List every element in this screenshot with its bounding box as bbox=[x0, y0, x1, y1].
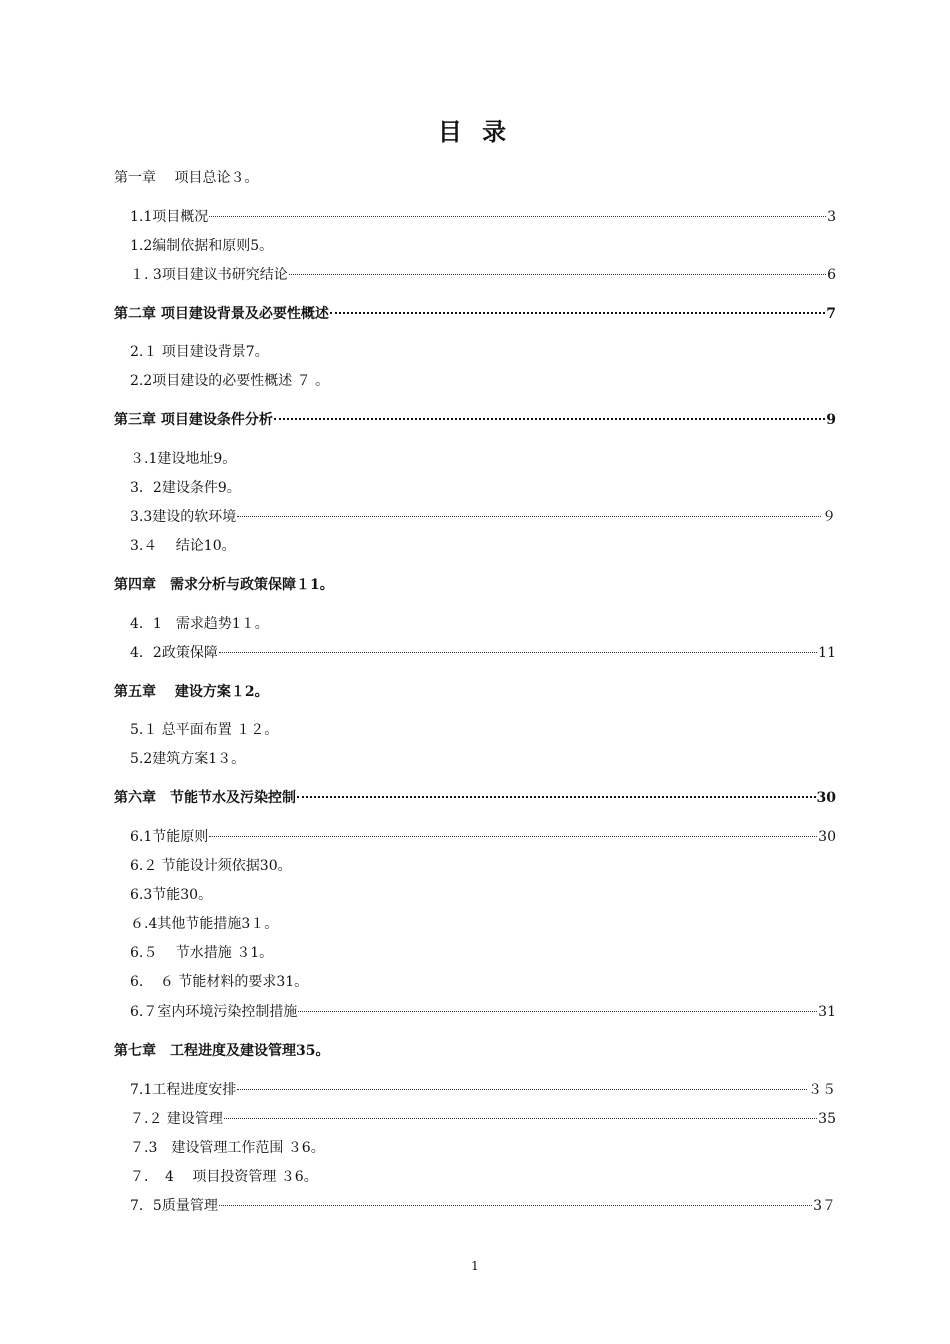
toc-entry-title: 3.3建设的软环境 bbox=[130, 509, 237, 525]
toc-entry-title: 第四章 需求分析与政策保障１1｡ bbox=[114, 577, 327, 593]
toc-entry-title: ７.２ 建设管理 bbox=[130, 1111, 223, 1127]
toc-section-entry[interactable] bbox=[130, 507, 836, 527]
toc-entry-title: ７． 4 项目投资管理 ３6｡ bbox=[130, 1169, 311, 1185]
toc-entry-title: 6.1节能原则 bbox=[130, 829, 209, 845]
toc-dot-leader bbox=[330, 312, 825, 314]
toc-section-entry[interactable] bbox=[130, 1167, 836, 1187]
toc-entry-page: 30 bbox=[816, 790, 836, 806]
toc-entry-title: 6.3节能30｡ bbox=[130, 887, 206, 903]
toc-section-entry[interactable] bbox=[130, 236, 836, 256]
toc-entry-title: 7．5质量管理 bbox=[130, 1198, 218, 1214]
toc-entry-page: 9 bbox=[826, 412, 836, 428]
toc-chapter-entry[interactable] bbox=[114, 1041, 836, 1061]
toc-entry-title: 第一章 项目总论３｡ bbox=[114, 170, 252, 186]
toc-section-entry[interactable] bbox=[130, 478, 836, 498]
toc-entry-title: 6.７室内环境污染控制措施 bbox=[130, 1004, 298, 1020]
toc-dot-leader bbox=[237, 516, 821, 517]
toc-entry-title: 5.１ 总平面布置 １２｡ bbox=[130, 722, 272, 738]
toc-dot-leader bbox=[209, 836, 817, 837]
toc-entry-page: ９ bbox=[822, 509, 836, 525]
toc-entry-title: 第五章 建设方案１2｡ bbox=[114, 684, 262, 700]
toc-section-entry[interactable] bbox=[130, 943, 836, 963]
toc-entry-title: 6． ６ 节能材料的要求31｡ bbox=[130, 974, 302, 990]
toc-chapter-entry[interactable] bbox=[114, 682, 836, 702]
toc-dot-leader bbox=[289, 274, 826, 275]
toc-section-entry[interactable] bbox=[130, 720, 836, 740]
toc-section-entry[interactable] bbox=[130, 342, 836, 362]
toc-entry-title: 6.５ 节水措施 ３1｡ bbox=[130, 945, 267, 961]
toc-entry-title: 1.2编制依据和原则5｡ bbox=[130, 238, 267, 254]
toc-entry-title: 5.2建筑方案1３｡ bbox=[130, 751, 239, 767]
toc-section-entry[interactable] bbox=[130, 207, 836, 227]
toc-section-entry[interactable] bbox=[130, 449, 836, 469]
toc-entry-page: ３５ bbox=[808, 1082, 836, 1098]
toc-section-entry[interactable] bbox=[130, 1196, 836, 1216]
toc-chapter-entry[interactable] bbox=[114, 410, 836, 430]
toc-entry-title: 1.1项目概况 bbox=[130, 209, 209, 225]
toc-entry-page: 3 bbox=[827, 209, 836, 225]
toc-dot-leader bbox=[219, 652, 817, 653]
toc-dot-leader bbox=[274, 418, 825, 420]
toc-section-entry[interactable] bbox=[130, 536, 836, 556]
page-title: 目 录 bbox=[437, 117, 513, 146]
toc-entry-title: 4．1 需求趋势1１｡ bbox=[130, 616, 262, 632]
toc-entry-title: 2.2项目建设的必要性概述 ７ ｡ bbox=[130, 373, 323, 389]
toc-entry-title: ６.4其他节能措施3１｡ bbox=[130, 916, 272, 932]
page-number: 1 bbox=[471, 1259, 479, 1273]
toc-section-entry[interactable] bbox=[130, 1002, 836, 1022]
toc-dot-leader bbox=[237, 1089, 807, 1090]
toc-entry-title: ７.3 建设管理工作范围 ３6｡ bbox=[130, 1140, 318, 1156]
toc-section-entry[interactable] bbox=[130, 885, 836, 905]
toc-entry-title: 7.1工程进度安排 bbox=[130, 1082, 237, 1098]
toc-entry-title: 3．2建设条件9｡ bbox=[130, 480, 234, 496]
toc-dot-leader bbox=[219, 1205, 812, 1206]
toc-entry-title: 3.４ 结论10｡ bbox=[130, 538, 229, 554]
toc-entry-title: 第六章 节能节水及污染控制 bbox=[114, 790, 296, 806]
toc-section-entry[interactable] bbox=[130, 1080, 836, 1100]
toc-section-entry[interactable] bbox=[130, 856, 836, 876]
toc-section-entry[interactable] bbox=[130, 643, 836, 663]
toc-dot-leader bbox=[297, 796, 816, 798]
toc-section-entry[interactable] bbox=[130, 371, 836, 391]
toc-section-entry[interactable] bbox=[130, 749, 836, 769]
toc-chapter-entry[interactable] bbox=[114, 304, 836, 324]
toc-dot-leader bbox=[224, 1118, 817, 1119]
toc-entry-page: 35 bbox=[818, 1111, 836, 1127]
toc-dot-leader bbox=[298, 1011, 817, 1012]
toc-chapter-entry[interactable] bbox=[114, 788, 836, 808]
toc-entry-title: 2.１ 项目建设背景7｡ bbox=[130, 344, 262, 360]
toc-section-entry[interactable] bbox=[130, 914, 836, 934]
toc-chapter-entry[interactable] bbox=[114, 168, 836, 188]
toc-chapter-entry[interactable] bbox=[114, 575, 836, 595]
toc-entry-page: 6 bbox=[827, 267, 836, 283]
toc-section-entry[interactable] bbox=[130, 827, 836, 847]
toc-entry-page: 30 bbox=[818, 829, 836, 845]
toc-section-entry[interactable] bbox=[130, 972, 836, 992]
toc-section-entry[interactable] bbox=[130, 265, 836, 285]
toc-entry-page: 3７ bbox=[813, 1198, 836, 1214]
toc-entry-page: 11 bbox=[818, 645, 836, 661]
toc-entry-page: 31 bbox=[818, 1004, 836, 1020]
toc-entry-title: 6.２ 节能设计须依据30｡ bbox=[130, 858, 285, 874]
toc-entry-title: 第二章 项目建设背景及必要性概述 bbox=[114, 306, 329, 322]
toc-entry-title: ３.1建设地址9｡ bbox=[130, 451, 230, 467]
toc-section-entry[interactable] bbox=[130, 614, 836, 634]
toc-entry-title: 4．2政策保障 bbox=[130, 645, 218, 661]
toc-entry-page: 7 bbox=[826, 306, 836, 322]
toc-section-entry[interactable] bbox=[130, 1109, 836, 1129]
toc-entry-title: １. 3项目建议书研究结论 bbox=[130, 267, 288, 283]
toc-dot-leader bbox=[209, 216, 826, 217]
toc-entry-title: 第三章 项目建设条件分析 bbox=[114, 412, 273, 428]
toc-entry-title: 第七章 工程进度及建设管理35｡ bbox=[114, 1043, 323, 1059]
toc-section-entry[interactable] bbox=[130, 1138, 836, 1158]
